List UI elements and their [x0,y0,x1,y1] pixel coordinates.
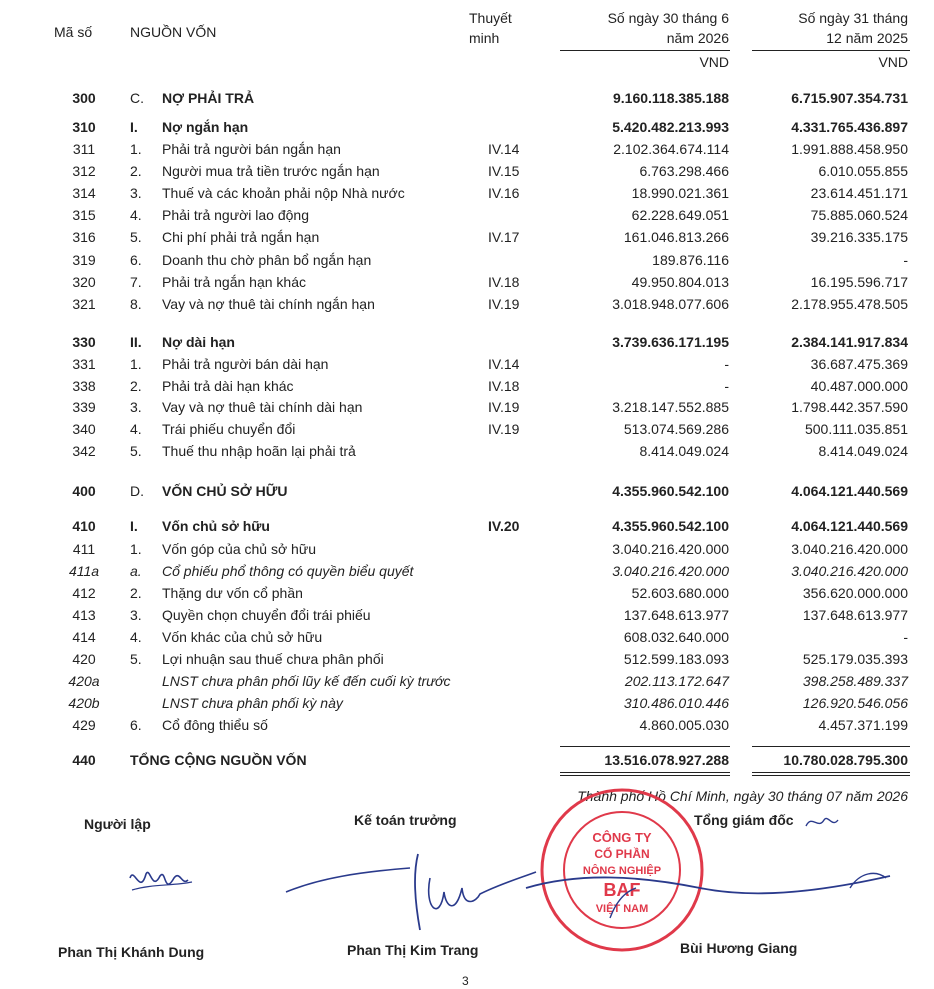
row-number: I. [130,518,138,534]
unit-col1: VND [699,54,729,70]
preparer-name: Phan Thị Khánh Dung [58,944,205,960]
row-value-col1: 4.355.960.542.100 [612,518,729,534]
row-value-col1: 6.763.298.466 [639,163,729,179]
row-value-col1: 2.102.364.674.114 [613,141,729,157]
table-row [0,651,934,671]
row-value-col1: 3.218.147.552.885 [612,399,729,415]
table-row [0,163,934,183]
row-value-col1: 3.018.948.077.606 [612,296,729,312]
row-value-col2: 6.715.907.354.731 [791,90,908,106]
total-rule-bottom-col2 [752,772,910,773]
row-name: Thặng dư vốn cổ phần [162,585,303,601]
row-number: 4. [130,421,142,437]
row-value-col2: 3.040.216.420.000 [791,541,908,557]
row-name: Thuế và các khoản phải nộp Nhà nước [162,185,405,201]
table-row [0,443,934,463]
header-col2-line2: 12 năm 2025 [826,30,908,46]
header-rule-col1 [560,50,730,51]
table-row [0,541,934,561]
row-code: 320 [72,274,96,290]
header-source: NGUỒN VỐN [130,24,217,40]
row-code: 411 [72,541,96,557]
row-value-col2: 39.216.335.175 [810,229,908,245]
director-initial-mark [802,810,842,834]
row-value-col2: 4.457.371.199 [818,717,908,733]
row-note: IV.14 [488,141,520,157]
table-row [0,483,934,503]
row-note: IV.17 [488,229,520,245]
table-row [0,421,934,441]
row-name: Lợi nhuận sau thuế chưa phân phối [162,651,384,667]
row-code: 411a [68,563,100,579]
director-name: Bùi Hương Giang [680,940,798,956]
row-number: 4. [130,207,142,223]
row-name: Thuế thu nhập hoãn lại phải trả [162,443,356,459]
row-number: 2. [130,163,142,179]
row-value-col2: 6.010.055.855 [818,163,908,179]
stamp-line1: CÔNG TY [592,830,652,845]
table-row [0,399,934,419]
preparer-signature [122,856,202,906]
row-code: 429 [72,717,96,733]
row-value-col2: 4.064.121.440.569 [791,518,908,534]
row-name: Cổ phiếu phổ thông có quyền biểu quyết [162,563,414,579]
stamp-line2: CỔ PHẦN [594,847,650,861]
row-value-col1: 189.876.116 [652,252,729,268]
total-code: 440 [72,752,96,768]
row-value-col2: 525.179.035.393 [802,651,908,667]
table-row [0,518,934,538]
header-note-line1: Thuyết [469,10,512,26]
header-rule-col2 [752,50,910,51]
total-rule-bottom2-col2 [752,775,910,776]
row-value-col2: 398.258.489.337 [802,673,908,689]
total-row [0,752,934,772]
table-row [0,356,934,376]
table-row [0,563,934,583]
row-name: Quyền chọn chuyển đổi trái phiếu [162,607,371,623]
page-number: 3 [462,974,469,988]
row-code: 413 [72,607,96,623]
table-row [0,90,934,110]
row-value-col2: 356.620.000.000 [802,585,908,601]
row-value-col2: 16.195.596.717 [810,274,908,290]
row-number: 3. [130,399,142,415]
row-number: 6. [130,252,142,268]
row-code: 340 [72,421,96,437]
director-signature [520,858,900,928]
row-number: 2. [130,585,142,601]
row-name: Phải trả người lao động [162,207,309,223]
row-code: 339 [72,399,96,415]
row-value-col1: 5.420.482.213.993 [612,119,729,135]
row-value-col1: 513.074.569.286 [623,421,729,437]
table-row [0,274,934,294]
row-number: 8. [130,296,142,312]
row-code: 410 [72,518,96,534]
row-name: Vốn khác của chủ sở hữu [162,629,323,645]
stamp-line5: VIỆT NAM [595,903,649,915]
row-name: Phải trả dài hạn khác [162,378,294,394]
row-value-col2: 3.040.216.420.000 [791,563,908,579]
row-code: 400 [72,483,96,499]
row-value-col1: 52.603.680.000 [631,585,729,601]
row-code: 314 [72,185,96,201]
row-name: Doanh thu chờ phân bổ ngắn hạn [162,252,372,268]
header-col2-line1: Số ngày 31 tháng [798,10,908,26]
row-code: 420 [72,651,96,667]
row-value-col2: 2.384.141.917.834 [791,334,908,350]
row-number: 4. [130,629,142,645]
table-row [0,119,934,139]
row-number: 6. [130,717,142,733]
row-name: Phải trả người bán ngắn hạn [162,141,341,157]
row-code: 316 [72,229,96,245]
row-note: IV.18 [488,378,520,394]
row-name: Cổ đông thiểu số [162,717,268,733]
accountant-signature [280,848,540,938]
row-value-col1: - [724,356,729,372]
row-note: IV.19 [488,421,520,437]
row-name: VỐN CHỦ SỞ HỮU [162,483,288,499]
row-value-col2: 4.064.121.440.569 [791,483,908,499]
row-value-col1: 9.160.118.385.188 [612,90,729,106]
row-number: 3. [130,185,142,201]
header-note-line2: minh [469,30,500,46]
table-row [0,207,934,227]
row-value-col1: 49.950.804.013 [631,274,729,290]
row-name: Vốn chủ sở hữu [162,518,270,534]
table-row [0,296,934,316]
unit-col2: VND [878,54,908,70]
row-code: 300 [72,90,96,106]
row-value-col2: 40.487.000.000 [810,378,908,394]
total-rule-bottom-col1 [560,772,730,773]
row-name: Trái phiếu chuyển đổi [162,421,296,437]
row-name: Vay và nợ thuê tài chính ngắn hạn [162,296,375,312]
row-value-col2: 500.111.035.851 [804,421,908,437]
row-code: 331 [72,356,96,372]
row-code: 338 [72,378,96,394]
row-number: D. [130,483,144,499]
header-col1-line2: năm 2026 [666,30,729,46]
row-value-col2: 137.648.613.977 [802,607,908,623]
table-row [0,607,934,627]
row-note: IV.16 [488,185,520,201]
row-value-col1: 4.860.005.030 [639,717,729,733]
row-value-col1: 8.414.049.024 [639,443,729,459]
row-code: 315 [72,207,96,223]
row-number: 1. [130,541,142,557]
header-col1-line1: Số ngày 30 tháng 6 [607,10,729,26]
row-value-col1: 3.040.216.420.000 [612,541,729,557]
row-name: LNST chưa phân phối kỳ này [162,695,343,711]
total-rule-bottom2-col1 [560,775,730,776]
row-value-col1: 512.599.183.093 [623,651,729,667]
accountant-title: Kế toán trưởng [354,812,457,828]
header-code: Mã số [54,24,93,40]
total-rule-top-col2 [752,746,910,747]
row-value-col2: 126.920.546.056 [802,695,908,711]
row-code: 319 [72,252,96,268]
row-note: IV.19 [488,296,520,312]
table-row [0,378,934,398]
row-value-col1: 4.355.960.542.100 [612,483,729,499]
row-value-col1: 3.040.216.420.000 [612,563,729,579]
row-value-col1: 161.046.813.266 [623,229,729,245]
row-number: 2. [130,378,142,394]
row-name: Phải trả ngắn hạn khác [162,274,306,290]
row-value-col2: 8.414.049.024 [818,443,908,459]
row-note: IV.14 [488,356,520,372]
accountant-name: Phan Thị Kim Trang [347,942,479,958]
row-value-col2: 4.331.765.436.897 [791,119,908,135]
row-code: 330 [72,334,96,350]
row-name: LNST chưa phân phối lũy kế đến cuối kỳ trước [162,673,451,689]
row-number: II. [130,334,142,350]
row-value-col1: 3.739.636.171.195 [612,334,729,350]
table-row [0,141,934,161]
row-name: Vay và nợ thuê tài chính dài hạn [162,399,363,415]
total-label: TỔNG CỘNG NGUỒN VỐN [130,752,307,768]
row-number: 1. [130,141,142,157]
row-number: 5. [130,651,142,667]
row-code: 412 [72,585,96,601]
row-code: 321 [72,296,96,312]
table-row [0,252,934,272]
row-name: Chi phí phải trả ngắn hạn [162,229,320,245]
row-value-col2: 23.614.451.171 [810,185,908,201]
row-name: Người mua trả tiền trước ngắn hạn [162,163,380,179]
row-value-col2: 1.798.442.357.590 [791,399,908,415]
row-value-col1: 310.486.010.446 [623,695,729,711]
row-number: I. [130,119,138,135]
row-name: Nợ ngắn hạn [162,119,249,135]
row-note: IV.19 [488,399,520,415]
row-name: Vốn góp của chủ sở hữu [162,541,316,557]
row-code: 414 [72,629,96,645]
row-number: C. [130,90,144,106]
row-value-col2: 75.885.060.524 [810,207,908,223]
row-value-col2: 2.178.955.478.505 [791,296,908,312]
total-value-col2: 10.780.028.795.300 [783,752,908,768]
row-number: 7. [130,274,142,290]
table-row [0,585,934,605]
row-number: 5. [130,229,142,245]
stamp-line4: BAF [603,880,641,900]
place-date: Thành phố Hồ Chí Minh, ngày 30 tháng 07 năm 2026 [577,788,908,804]
table-row [0,334,934,354]
table-row [0,717,934,737]
row-code: 312 [72,163,96,179]
row-code: 310 [72,119,96,135]
row-number: 3. [130,607,142,623]
total-value-col1: 13.516.078.927.288 [604,752,729,768]
row-value-col1: 137.648.613.977 [623,607,729,623]
row-code: 420b [68,695,100,711]
row-value-col1: 608.032.640.000 [623,629,729,645]
row-value-col2: - [903,252,908,268]
row-code: 342 [72,443,96,459]
row-value-col2: 36.687.475.369 [810,356,908,372]
table-row [0,673,934,693]
row-note: IV.18 [488,274,520,290]
row-note: IV.20 [488,518,520,534]
row-name: NỢ PHẢI TRẢ [162,90,255,106]
preparer-title: Người lập [84,816,151,832]
row-value-col1: 202.113.172.647 [624,673,729,689]
table-row [0,185,934,205]
table-row [0,629,934,649]
row-value-col2: 1.991.888.458.950 [791,141,908,157]
row-value-col1: 18.990.021.361 [631,185,729,201]
table-row [0,229,934,249]
row-number: a. [130,563,142,579]
row-code: 420a [68,673,100,689]
row-number: 5. [130,443,142,459]
total-rule-top-col1 [560,746,730,747]
row-value-col1: 62.228.649.051 [631,207,729,223]
table-row [0,695,934,715]
row-code: 311 [72,141,96,157]
row-name: Nợ dài hạn [162,334,235,350]
row-number: 1. [130,356,142,372]
director-title: Tổng giám đốc [694,812,794,828]
row-value-col1: - [724,378,729,394]
row-note: IV.15 [488,163,520,179]
row-name: Phải trả người bán dài hạn [162,356,329,372]
row-value-col2: - [903,629,908,645]
stamp-line3: NÔNG NGHIỆP [582,865,662,877]
